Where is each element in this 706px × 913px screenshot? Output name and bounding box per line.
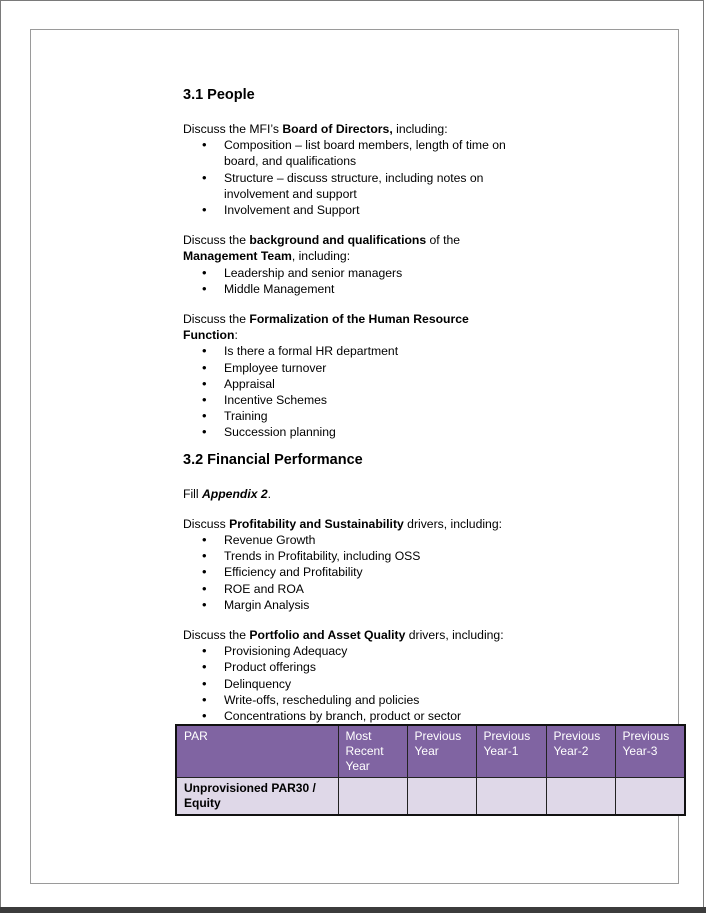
header-cell-previous-year-1: Previous Year-1 [476,725,546,778]
text: including: [392,122,448,136]
header-cell-par: PAR [176,725,338,778]
table-cell [615,778,685,816]
list-item: • Involvement and Support [183,202,523,218]
text: Discuss the MFI’s [183,122,283,136]
board-list [183,137,523,218]
header-cell-previous-year-3: Previous Year-3 [615,725,685,778]
list-item: • Is there a formal HR department [183,343,523,359]
row-label-unprovisioned-par30: Unprovisioned PAR30 / Equity [176,778,338,816]
header-cell-most-recent-year: Most Recent Year [338,725,407,778]
list-item: • Revenue Growth [183,532,523,548]
text: of the [426,233,461,248]
list-item: • Training [183,408,523,424]
section-heading-people: 3.1 People [183,87,255,103]
list-item: • Incentive Schemes [183,392,523,408]
text: , including: [291,249,351,264]
list-item: • Succession planning [183,424,523,440]
text: Discuss the [183,233,250,248]
window-bottom-bar [0,907,706,913]
text: . [267,486,272,501]
text: Discuss [183,516,230,531]
header-cell-previous-year-2: Previous Year-2 [546,725,615,778]
text: Discuss the [183,628,250,643]
text: Fill [183,486,202,501]
management-list [183,265,523,297]
list-item: • Efficiency and Profitability [183,564,523,580]
list-item: • Composition – list board members, length of time on board, and qualifications [183,137,523,169]
margin-guide-bottom [30,883,679,884]
list-item: • ROE and ROA [183,581,523,597]
bold-text: Formalization of the Human Resource Function [183,312,469,343]
list-item: • Delinquency [183,676,523,692]
list-item: • Middle Management [183,281,523,297]
section-heading-financial: 3.2 Financial Performance [183,451,363,468]
table-cell [338,778,407,816]
table-cell [407,778,476,816]
table-header-row [176,725,685,778]
table-cell [476,778,546,816]
header-cell-previous-year: Previous Year [407,725,476,778]
bold-italic-text: Appendix 2 [201,486,268,501]
list-item: • Concentrations by branch, product or sector [183,708,523,724]
list-item: • Appraisal [183,376,523,392]
document-body [183,84,523,724]
text: Discuss the [183,312,250,327]
bold-text: Portfolio and Asset Quality [249,628,406,643]
list-item: • Provisioning Adequacy [183,643,523,659]
list-item: • Product offerings [183,659,523,675]
hr-list [183,343,523,440]
list-item: • Leadership and senior managers [183,265,523,281]
par-table [175,724,686,816]
management-intro [183,232,523,264]
bold-text: background and qualifications [249,233,427,248]
text: drivers, including: [405,628,504,643]
margin-guide-left [30,29,31,884]
list-item: • Structure – discuss structure, including notes on involvement and support [183,170,523,202]
list-item: • Write-offs, rescheduling and policies [183,692,523,708]
hr-intro [183,311,523,343]
profitability-list [183,532,523,613]
bold-text: Management Team [183,249,292,264]
list-item: • Employee turnover [183,360,523,376]
text: drivers, including: [403,516,503,531]
list-item: • Margin Analysis [183,597,523,613]
fill-appendix-note [183,486,523,502]
margin-guide-top [30,29,679,30]
board-intro [183,121,523,137]
profitability-intro [183,516,523,532]
list-item: • Trends in Profitability, including OSS [183,548,523,564]
portfolio-intro [183,627,523,643]
portfolio-list [183,643,523,724]
table-cell [546,778,615,816]
text: : [234,328,238,343]
bold-text: Board of Directors, [282,122,393,136]
table-row [176,778,685,816]
bold-text: Profitability and Sustainability [229,516,404,531]
